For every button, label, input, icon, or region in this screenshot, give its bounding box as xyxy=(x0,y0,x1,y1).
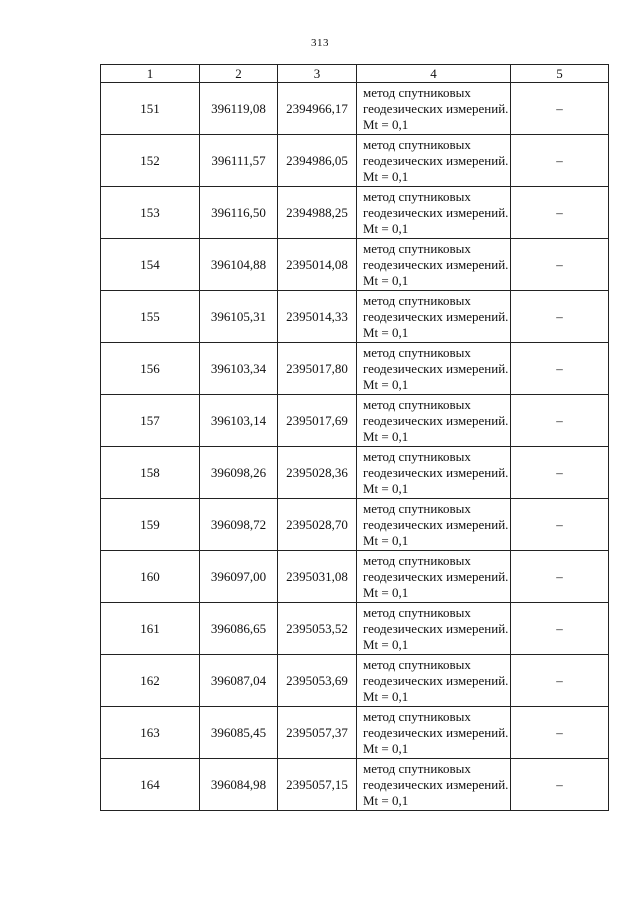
coordinates-table xyxy=(100,64,609,811)
x-coordinate-cell: 396087,04 xyxy=(200,655,278,707)
table-row xyxy=(101,499,609,551)
header-col-2: 2 xyxy=(200,65,278,83)
x-coordinate-cell: 396119,08 xyxy=(200,83,278,135)
note-cell: – xyxy=(511,707,609,759)
x-coordinate-cell: 396084,98 xyxy=(200,759,278,811)
point-number-cell: 163 xyxy=(101,707,200,759)
header-row xyxy=(101,65,609,83)
note-cell: – xyxy=(511,447,609,499)
point-number-cell: 155 xyxy=(101,291,200,343)
y-coordinate-cell: 2395028,70 xyxy=(278,499,357,551)
note-cell: – xyxy=(511,395,609,447)
method-cell: метод спутниковых геодезических измерений. Mt = 0,1 xyxy=(357,187,511,239)
note-cell: – xyxy=(511,759,609,811)
header-col-4: 4 xyxy=(357,65,511,83)
x-coordinate-cell: 396116,50 xyxy=(200,187,278,239)
method-cell: метод спутниковых геодезических измерений. Mt = 0,1 xyxy=(357,395,511,447)
y-coordinate-cell: 2395014,33 xyxy=(278,291,357,343)
method-cell: метод спутниковых геодезических измерений. Mt = 0,1 xyxy=(357,239,511,291)
y-coordinate-cell: 2395028,36 xyxy=(278,447,357,499)
method-cell: метод спутниковых геодезических измерений. Mt = 0,1 xyxy=(357,83,511,135)
y-coordinate-cell: 2395057,15 xyxy=(278,759,357,811)
header-col-5: 5 xyxy=(511,65,609,83)
y-coordinate-cell: 2395031,08 xyxy=(278,551,357,603)
note-cell: – xyxy=(511,655,609,707)
header-col-3: 3 xyxy=(278,65,357,83)
note-cell: – xyxy=(511,291,609,343)
x-coordinate-cell: 396085,45 xyxy=(200,707,278,759)
x-coordinate-cell: 396103,14 xyxy=(200,395,278,447)
point-number-cell: 157 xyxy=(101,395,200,447)
table-row xyxy=(101,135,609,187)
point-number-cell: 158 xyxy=(101,447,200,499)
y-coordinate-cell: 2394966,17 xyxy=(278,83,357,135)
point-number-cell: 151 xyxy=(101,83,200,135)
table-row xyxy=(101,291,609,343)
x-coordinate-cell: 396086,65 xyxy=(200,603,278,655)
point-number-cell: 152 xyxy=(101,135,200,187)
point-number-cell: 159 xyxy=(101,499,200,551)
point-number-cell: 156 xyxy=(101,343,200,395)
table-row xyxy=(101,655,609,707)
method-cell: метод спутниковых геодезических измерений. Mt = 0,1 xyxy=(357,343,511,395)
point-number-cell: 160 xyxy=(101,551,200,603)
x-coordinate-cell: 396105,31 xyxy=(200,291,278,343)
method-cell: метод спутниковых геодезических измерений. Mt = 0,1 xyxy=(357,291,511,343)
note-cell: – xyxy=(511,239,609,291)
header-col-1: 1 xyxy=(101,65,200,83)
table-row xyxy=(101,759,609,811)
table-row xyxy=(101,83,609,135)
note-cell: – xyxy=(511,603,609,655)
point-number-cell: 164 xyxy=(101,759,200,811)
method-cell: метод спутниковых геодезических измерений. Mt = 0,1 xyxy=(357,499,511,551)
point-number-cell: 153 xyxy=(101,187,200,239)
y-coordinate-cell: 2395017,69 xyxy=(278,395,357,447)
y-coordinate-cell: 2394988,25 xyxy=(278,187,357,239)
x-coordinate-cell: 396097,00 xyxy=(200,551,278,603)
x-coordinate-cell: 396103,34 xyxy=(200,343,278,395)
table-row xyxy=(101,551,609,603)
method-cell: метод спутниковых геодезических измерений. Mt = 0,1 xyxy=(357,603,511,655)
table-body xyxy=(101,83,609,811)
y-coordinate-cell: 2394986,05 xyxy=(278,135,357,187)
y-coordinate-cell: 2395053,69 xyxy=(278,655,357,707)
x-coordinate-cell: 396098,26 xyxy=(200,447,278,499)
table-row xyxy=(101,447,609,499)
note-cell: – xyxy=(511,499,609,551)
x-coordinate-cell: 396098,72 xyxy=(200,499,278,551)
method-cell: метод спутниковых геодезических измерений. Mt = 0,1 xyxy=(357,135,511,187)
note-cell: – xyxy=(511,551,609,603)
table-row xyxy=(101,395,609,447)
x-coordinate-cell: 396104,88 xyxy=(200,239,278,291)
point-number-cell: 161 xyxy=(101,603,200,655)
table-row xyxy=(101,343,609,395)
point-number-cell: 162 xyxy=(101,655,200,707)
y-coordinate-cell: 2395053,52 xyxy=(278,603,357,655)
table-header xyxy=(101,65,609,83)
method-cell: метод спутниковых геодезических измерений. Mt = 0,1 xyxy=(357,655,511,707)
table-row xyxy=(101,239,609,291)
table-row xyxy=(101,187,609,239)
method-cell: метод спутниковых геодезических измерений. Mt = 0,1 xyxy=(357,551,511,603)
note-cell: – xyxy=(511,187,609,239)
point-number-cell: 154 xyxy=(101,239,200,291)
y-coordinate-cell: 2395017,80 xyxy=(278,343,357,395)
page-number: 313 xyxy=(311,37,329,49)
table-row xyxy=(101,707,609,759)
method-cell: метод спутниковых геодезических измерений. Mt = 0,1 xyxy=(357,759,511,811)
table-row xyxy=(101,603,609,655)
note-cell: – xyxy=(511,343,609,395)
method-cell: метод спутниковых геодезических измерений. Mt = 0,1 xyxy=(357,707,511,759)
y-coordinate-cell: 2395057,37 xyxy=(278,707,357,759)
y-coordinate-cell: 2395014,08 xyxy=(278,239,357,291)
x-coordinate-cell: 396111,57 xyxy=(200,135,278,187)
note-cell: – xyxy=(511,135,609,187)
method-cell: метод спутниковых геодезических измерений. Mt = 0,1 xyxy=(357,447,511,499)
note-cell: – xyxy=(511,83,609,135)
